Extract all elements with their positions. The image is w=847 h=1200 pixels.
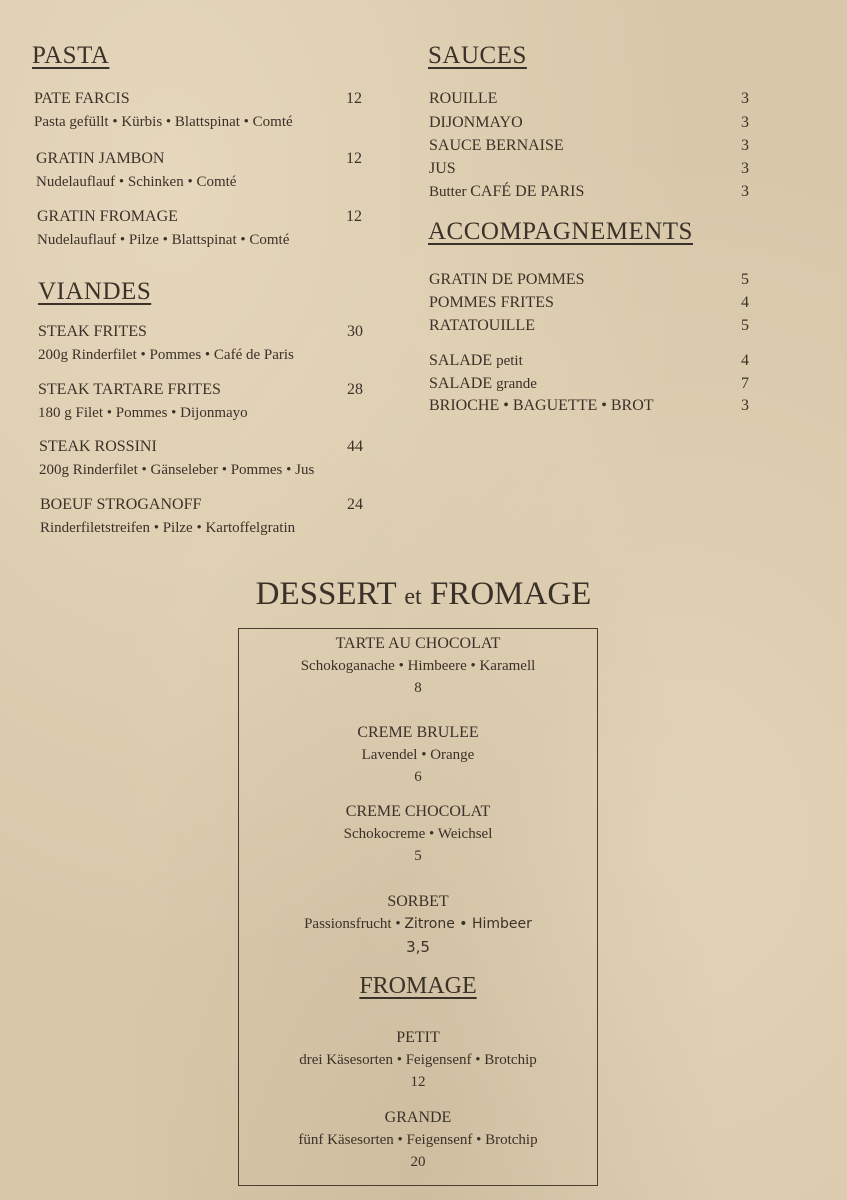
dessert-description: Schokocreme • Weichsel (343, 826, 493, 842)
accompagnements-heading: ACCOMPAGNEMENTS (428, 218, 693, 245)
dish-name: SAUCE BERNAISE (429, 137, 564, 154)
dish-name: STEAK ROSSINI (39, 438, 157, 455)
dish-price: 24 (347, 496, 363, 513)
dish-size: grande (496, 376, 537, 392)
dessert-item (239, 893, 597, 960)
dish-price: 3 (741, 397, 749, 414)
dish-price: 3 (741, 114, 749, 131)
dish-price: 12 (346, 90, 362, 107)
dessert-description-part: Passionsfrucht • (304, 916, 401, 932)
dish-price: 3 (741, 137, 749, 154)
dish-description: 180 g Filet • Pommes • Dijonmayo (38, 405, 248, 421)
dessert-name: CREME CHOCOLAT (345, 803, 491, 820)
fromage-item (239, 1029, 597, 1096)
dish-name: RATATOUILLE (429, 317, 535, 334)
menu-item (429, 183, 749, 201)
dessert-description-part: Zitrone • Himbeer (404, 916, 532, 932)
dish-name: STEAK TARTARE FRITES (38, 381, 221, 398)
dish-price: 3 (741, 90, 749, 107)
dish-description: Pasta gefüllt • Kürbis • Blattspinat • Comté (34, 114, 293, 130)
dish-name: BRIOCHE • BAGUETTE • BROT (429, 397, 654, 414)
menu-item (429, 160, 749, 178)
dish-price: 3 (741, 183, 749, 200)
dish-name-prefix: Butter (429, 184, 471, 200)
dessert-item (239, 724, 597, 791)
dish-description: Rinderfiletstreifen • Pilze • Kartoffelgratin (40, 520, 296, 536)
menu-item (429, 352, 749, 370)
dish-description: Nudelauflauf • Schinken • Comté (36, 174, 237, 190)
dessert-title-et: et (404, 584, 422, 610)
dish-name: GRATIN DE POMMES (429, 271, 585, 288)
dish-name: GRATIN FROMAGE (37, 208, 178, 225)
menu-item (429, 294, 749, 312)
dish-price: 4 (741, 294, 749, 311)
dish-name: BOEUF STROGANOFF (40, 496, 202, 513)
menu-item (429, 271, 749, 289)
pasta-heading: PASTA (32, 42, 110, 69)
dish-price: 4 (741, 352, 749, 369)
sauces-heading: SAUCES (428, 42, 527, 69)
dish-price: 28 (347, 381, 363, 398)
dish-name: POMMES FRITES (429, 294, 554, 311)
dish-name: JUS (429, 160, 456, 177)
dish-price: 5 (741, 271, 749, 288)
fromage-name: PETIT (396, 1029, 440, 1046)
dessert-description: Schokoganache • Himbeere • Karamell (300, 658, 536, 674)
fromage-heading: FROMAGE (359, 973, 477, 999)
fromage-name: GRANDE (384, 1109, 452, 1126)
dessert-price: 3,5 (406, 938, 430, 956)
dish-price: 12 (346, 208, 362, 225)
dish-name: DIJONMAYO (429, 114, 523, 131)
menu-item (429, 114, 749, 132)
fromage-item (239, 1109, 597, 1176)
fromage-price: 12 (410, 1074, 426, 1090)
dish-price: 7 (741, 375, 749, 392)
dish-name: ROUILLE (429, 90, 498, 107)
dessert-item (239, 635, 597, 702)
dessert-title-word: DESSERT (255, 576, 397, 612)
dish-price: 3 (741, 160, 749, 177)
dessert-item (239, 803, 597, 870)
dessert-box (238, 628, 598, 1186)
dish-name: STEAK FRITES (38, 323, 147, 340)
dessert-name: SORBET (387, 893, 449, 910)
dish-price: 44 (347, 438, 363, 455)
dessert-title-word: FROMAGE (429, 576, 592, 612)
fromage-price: 20 (410, 1154, 426, 1170)
dessert-price: 8 (414, 680, 422, 696)
dish-name: PATE FARCIS (34, 90, 130, 107)
dish-price: 30 (347, 323, 363, 340)
dish-price: 12 (346, 150, 362, 167)
menu-item (429, 397, 749, 415)
fromage-description: fünf Käsesorten • Feigensenf • Brotchip (298, 1132, 538, 1148)
dessert-title (0, 576, 847, 613)
dessert-description: Lavendel • Orange (361, 747, 475, 763)
dessert-price: 6 (414, 769, 422, 785)
dish-name: CAFÉ DE PARIS (470, 183, 585, 200)
fromage-description: drei Käsesorten • Feigensenf • Brotchip (299, 1052, 537, 1068)
dessert-price: 5 (414, 848, 422, 864)
menu-item (429, 137, 749, 155)
dish-description: 200g Rinderfilet • Gänseleber • Pommes • Jus (39, 462, 315, 478)
dessert-name: TARTE AU CHOCOLAT (335, 635, 501, 652)
dish-name: SALADE (429, 352, 493, 369)
menu-item (429, 375, 749, 393)
dish-size: petit (496, 353, 523, 369)
dessert-name: CREME BRULEE (357, 724, 479, 741)
dish-price: 5 (741, 317, 749, 334)
dish-description: Nudelauflauf • Pilze • Blattspinat • Comté (37, 232, 290, 248)
viandes-heading: VIANDES (38, 278, 152, 305)
dessert-description (239, 916, 597, 938)
menu-item (429, 90, 749, 108)
dish-description: 200g Rinderfilet • Pommes • Café de Paris (38, 347, 294, 363)
dish-name: GRATIN JAMBON (36, 150, 165, 167)
dish-name: SALADE (429, 375, 493, 392)
menu-item (429, 317, 749, 335)
